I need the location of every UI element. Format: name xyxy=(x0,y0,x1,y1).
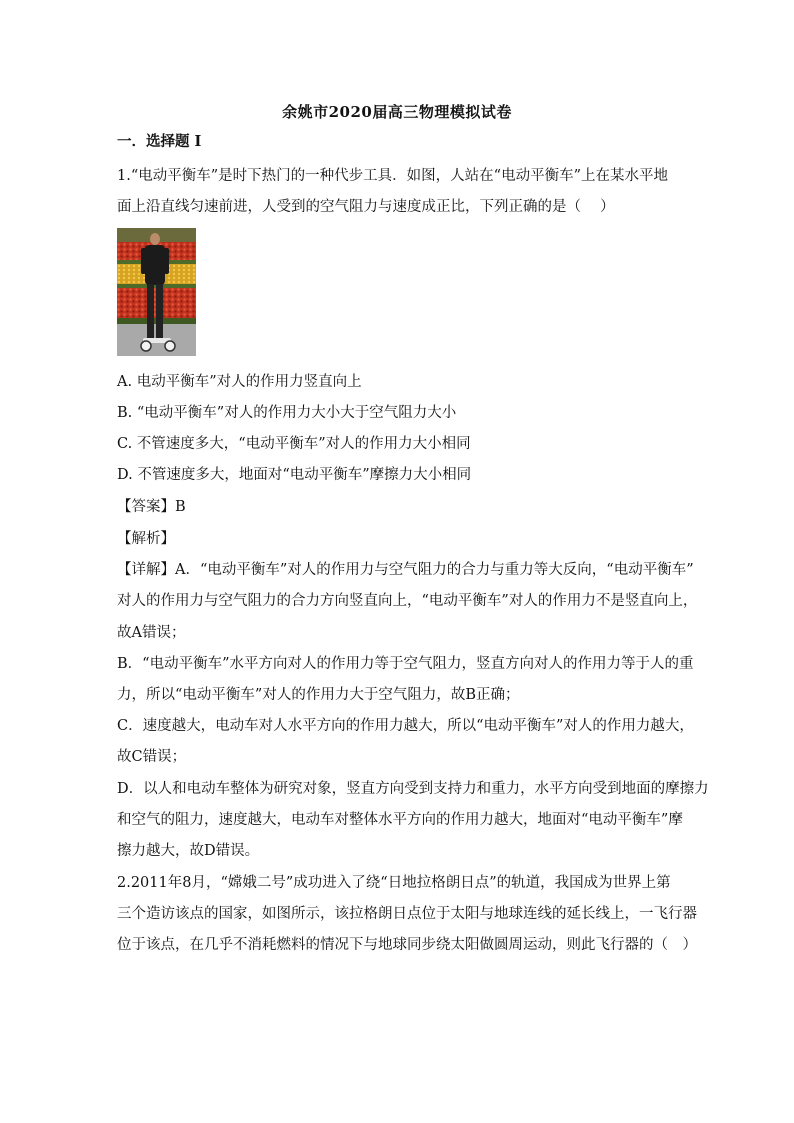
q1-explanation-line-10: 擦力越大，故D错误。 xyxy=(117,843,260,859)
q1-explanation-line-7: 故C错误； xyxy=(117,749,187,765)
balance-scooter-illustration xyxy=(117,228,196,356)
page-title: 余姚市2020届高三物理模拟试卷 xyxy=(282,103,512,121)
q1-answer: 【答案】B xyxy=(117,499,186,515)
balance-scooter-photo xyxy=(117,228,196,356)
q1-stem-line-2: 面上沿直线匀速前进，人受到的空气阻力与速度成正比，下列正确的是（ ） xyxy=(117,199,615,215)
q1-option-a: A. 电动平衡车”对人的作用力竖直向上 xyxy=(117,374,362,390)
q1-analysis-label: 【解析】 xyxy=(117,531,175,547)
q1-explanation-line-5: 力，所以“电动平衡车”对人的作用力大于空气阻力，故B正确； xyxy=(117,687,520,703)
q1-stem-line-1: 1.“电动平衡车”是时下热门的一种代步工具．如图，人站在“电动平衡车”上在某水平地 xyxy=(117,168,668,184)
q2-line-1: 2.2011年8月，“嫦娥二号”成功进入了绕“日地拉格朗日点”的轨道，我国成为世界上第 xyxy=(117,875,671,891)
q1-explanation-line-3: 故A错误； xyxy=(117,625,186,641)
q1-explanation-line-9: 和空气的阻力，速度越大，电动车对整体水平方向的作用力越大，地面对“电动平衡车”摩 xyxy=(117,812,683,828)
q1-explanation-line-8: D．以人和电动车整体为研究对象，竖直方向受到支持力和重力，水平方向受到地面的摩擦力 xyxy=(117,781,709,797)
q1-option-b: B. “电动平衡车”对人的作用力大小大于空气阻力大小 xyxy=(117,405,457,421)
q1-option-c: C. 不管速度多大，“电动平衡车”对人的作用力大小相同 xyxy=(117,436,471,452)
q1-explanation-line-1: 【详解】A．“电动平衡车”对人的作用力与空气阻力的合力与重力等大反向，“电动平衡车” xyxy=(117,562,694,578)
q1-explanation-line-4: B．“电动平衡车”水平方向对人的作用力等于空气阻力，竖直方向对人的作用力等于人的重 xyxy=(117,656,694,672)
q1-explanation-line-2: 对人的作用力与空气阻力的合力方向竖直向上，“电动平衡车”对人的作用力不是竖直向上， xyxy=(117,593,698,609)
q1-option-d: D. 不管速度多大，地面对“电动平衡车”摩擦力大小相同 xyxy=(117,467,472,483)
q2-line-2: 三个造访该点的国家，如图所示，该拉格朗日点位于太阳与地球连线的延长线上，一飞行器 xyxy=(117,906,697,922)
q1-explanation-line-6: C．速度越大，电动车对人水平方向的作用力越大，所以“电动平衡车”对人的作用力越大， xyxy=(117,718,694,734)
section-heading: 一．选择题 I xyxy=(117,133,202,150)
q2-line-3: 位于该点，在几乎不消耗燃料的情况下与地球同步绕太阳做圆周运动，则此飞行器的（ ） xyxy=(117,937,697,953)
